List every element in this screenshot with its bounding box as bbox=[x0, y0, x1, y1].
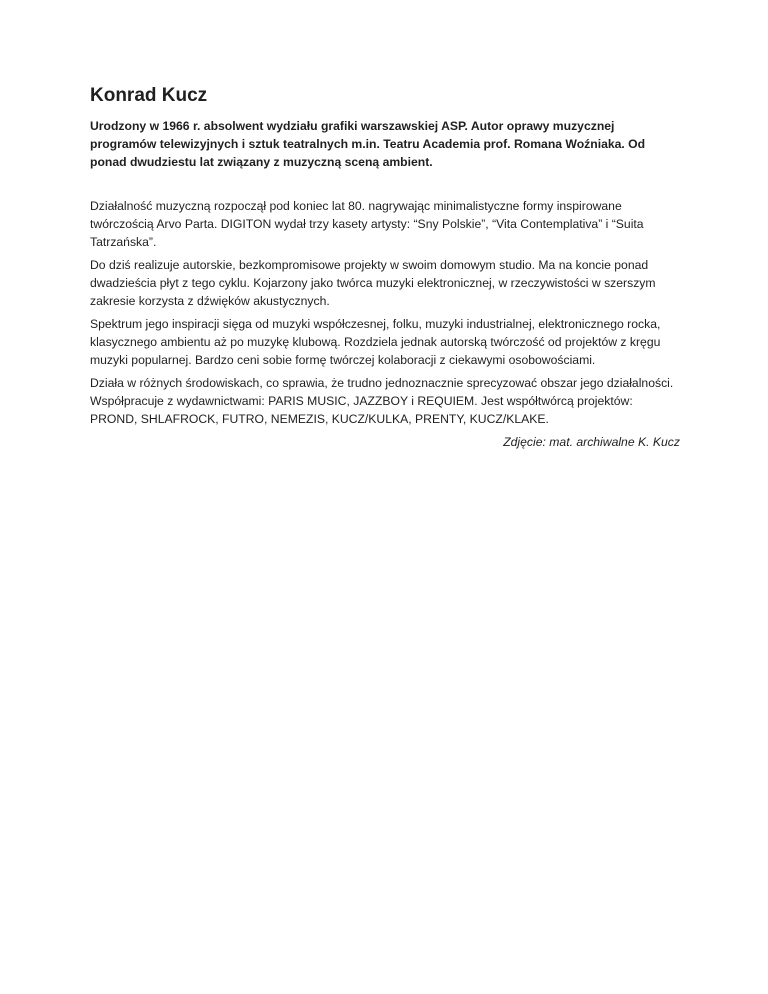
lead-paragraph: Urodzony w 1966 r. absolwent wydziału grafiki warszawskiej ASP. Autor oprawy muzycznej programów telewizyjnych i sztuk teatralnych m.in. Teatru Academia prof. Romana Woźniaka. Od ponad dwudziestu lat związany z muzyczną sceną ambient. bbox=[90, 119, 646, 169]
body-paragraph-3: Spektrum jego inspiracji sięga od muzyki współczesnej, folku, muzyki industrialnej, elektronicznego rocka, klasycznego ambientu aż po muzykę klubową. Rozdziela jednak autorską twórczość od projektów z kręgu muzyki popularnej. Bardzo ceni sobie formę twórczej kolaboracji z ciekawymi osobowościami. bbox=[90, 317, 661, 367]
photo-credit: Zdjęcie: mat. archiwalne K. Kucz bbox=[503, 435, 680, 449]
page-title: Konrad Kucz bbox=[90, 85, 208, 106]
document-page bbox=[90, 84, 680, 451]
body-paragraph-2: Do dziś realizuje autorskie, bezkompromisowe projekty w swoim domowym studio. Ma na koncie ponad dwadzieścia płyt z tego cyklu. Kojarzony jako twórca muzyki elektronicznej, w rzeczywistości w szerszym zakresie korzysta z dźwięków akustycznych. bbox=[90, 258, 656, 308]
body-paragraph-1: Działalność muzyczną rozpoczął pod koniec lat 80. nagrywając minimalistyczne formy inspirowane twórczością Arvo Parta. DIGITON wydał trzy kasety artysty: “Sny Polskie”, “Vita Contemplativa” i “Suita Tatrzańska”. bbox=[90, 199, 644, 249]
body-paragraph-4: Działa w różnych środowiskach, co sprawia, że trudno jednoznacznie sprecyzować obszar jego działalności. Współpracuje z wydawnictwami: PARIS MUSIC, JAZZBOY i REQUIEM. Jest współtwórcą projektów: PROND, SHLAFROCK, FUTRO, NEMEZIS, KUCZ/KULKA, PRENTY, KUCZ/KLAKE. bbox=[90, 376, 674, 426]
